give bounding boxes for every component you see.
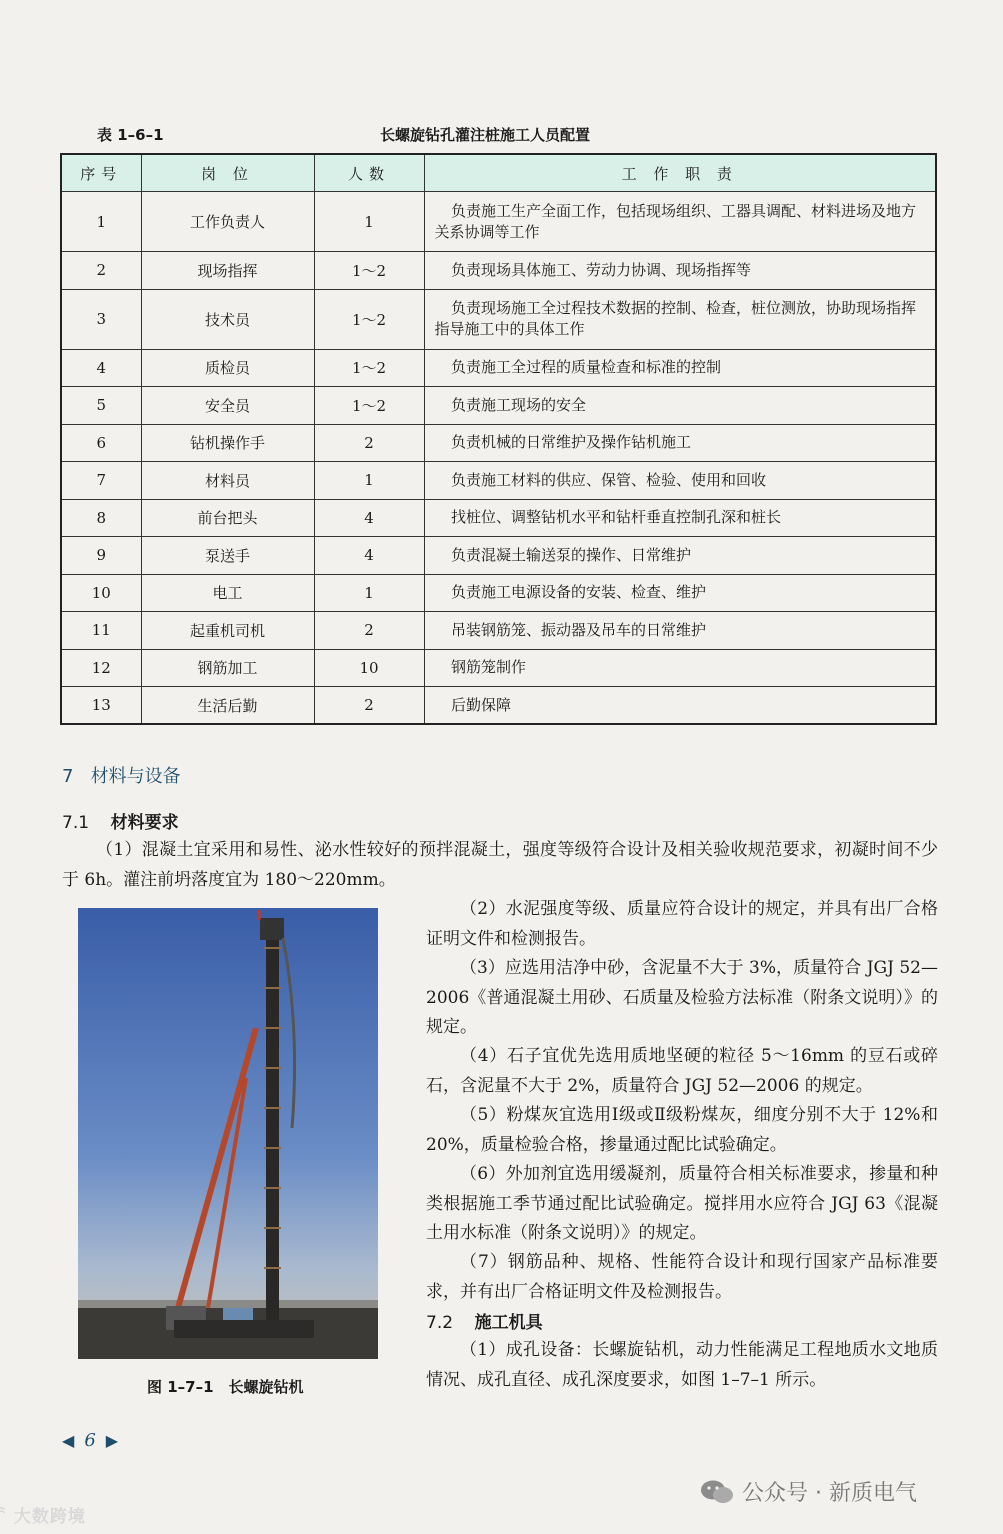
cell-index: 3 xyxy=(61,289,141,349)
watermark-right-text: 公众号 · 新质电气 xyxy=(742,1481,917,1506)
table-row xyxy=(61,462,936,500)
cell-index: 8 xyxy=(61,499,141,537)
cell-headcount: 1 xyxy=(314,574,424,612)
watermark-left-text: 大数跨境 xyxy=(13,1507,86,1527)
cell-duty: 负责现场具体施工、劳动力协调、现场指挥等 xyxy=(424,252,936,290)
header-index: 序号 xyxy=(61,154,141,192)
cell-duty: 负责施工全过程的质量检查和标准的控制 xyxy=(424,349,936,387)
cell-headcount: 1～2 xyxy=(314,252,424,290)
header-position: 岗 位 xyxy=(141,154,314,192)
cell-index: 9 xyxy=(61,537,141,575)
cell-duty: 负责施工材料的供应、保管、检验、使用和回收 xyxy=(424,462,936,500)
cell-duty: 负责现场施工全过程技术数据的控制、检查，桩位测放，协助现场指挥指导施工中的具体工作 xyxy=(424,289,936,349)
cell-headcount: 10 xyxy=(314,649,424,687)
cell-duty: 找桩位、调整钻机水平和钻杆垂直控制孔深和桩长 xyxy=(424,499,936,537)
cell-position: 泵送手 xyxy=(141,537,314,575)
paragraph-cement: （2）水泥强度等级、质量应符合设计的规定，并具有出厂合格证明文件和检测报告。 xyxy=(426,899,938,949)
section-7-2-heading xyxy=(426,1308,543,1333)
table-row xyxy=(61,192,936,252)
table-row xyxy=(61,349,936,387)
cell-index: 6 xyxy=(61,424,141,462)
cell-index: 2 xyxy=(61,252,141,290)
section-7-title: 材料与设备 xyxy=(90,766,181,787)
paragraph-admixture: （6）外加剂宜选用缓凝剂，质量符合相关标准要求，掺量和种类根据施工季节通过配比试验确定。搅拌用水应符合 JGJ 63《混凝土用水标准（附条文说明）》的规定。 xyxy=(426,1164,938,1243)
drilling-rig-photo xyxy=(78,908,378,1359)
table-row xyxy=(61,612,936,650)
cell-position: 工作负责人 xyxy=(141,192,314,252)
table-row xyxy=(61,574,936,612)
header-duty: 工 作 职 责 xyxy=(424,154,936,192)
paragraph-drilling-equipment: （1）成孔设备：长螺旋钻机，动力性能满足工程地质水文地质情况、成孔直径、成孔深度要求，如图 1–7–1 所示。 xyxy=(426,1340,938,1390)
table-row xyxy=(61,537,936,575)
table-row xyxy=(61,649,936,687)
cell-headcount: 1～2 xyxy=(314,289,424,349)
section-7-2-number: 7.2 xyxy=(426,1313,454,1333)
cell-duty: 负责混凝土输送泵的操作、日常维护 xyxy=(424,537,936,575)
cell-index: 5 xyxy=(61,387,141,425)
cell-headcount: 1～2 xyxy=(314,387,424,425)
cell-headcount: 4 xyxy=(314,499,424,537)
cell-headcount: 2 xyxy=(314,687,424,725)
cell-index: 10 xyxy=(61,574,141,612)
paragraph-rebar: （7）钢筋品种、规格、性能符合设计和现行国家产品标准要求，并有出厂合格证明文件及检测报告。 xyxy=(426,1252,938,1302)
cell-headcount: 1 xyxy=(314,192,424,252)
cell-duty: 负责机械的日常维护及操作钻机施工 xyxy=(424,424,936,462)
cell-headcount: 2 xyxy=(314,424,424,462)
cell-index: 13 xyxy=(61,687,141,725)
page-number: 6 xyxy=(84,1430,96,1451)
wechat-icon xyxy=(700,1479,734,1505)
cell-index: 4 xyxy=(61,349,141,387)
cell-position: 钻机操作手 xyxy=(141,424,314,462)
cell-index: 12 xyxy=(61,649,141,687)
paragraph-concrete: （1）混凝土宜采用和易性、泌水性较好的预拌混凝土，强度等级符合设计及相关验收规范要求，初凝时间不少于 6h。灌注前坍落度宜为 180～220mm。 xyxy=(62,840,938,890)
cell-position: 电工 xyxy=(141,574,314,612)
table-row xyxy=(61,252,936,290)
section-7-1-heading xyxy=(62,808,179,833)
cell-duty: 负责施工电源设备的安装、检查、维护 xyxy=(424,574,936,612)
cell-position: 生活后勤 xyxy=(141,687,314,725)
cell-position: 质检员 xyxy=(141,349,314,387)
cell-headcount: 1～2 xyxy=(314,349,424,387)
cell-position: 前台把头 xyxy=(141,499,314,537)
cell-headcount: 4 xyxy=(314,537,424,575)
cell-position: 材料员 xyxy=(141,462,314,500)
table-title: 长螺旋钻孔灌注桩施工人员配置 xyxy=(380,126,591,144)
watermark-left xyxy=(6,1502,86,1531)
page-navigator xyxy=(62,1430,118,1451)
figure-caption: 图 1–7–1 长螺旋钻机 xyxy=(147,1378,304,1396)
table-number: 表 1–6–1 xyxy=(97,126,164,144)
section-7-1-title: 材料要求 xyxy=(110,813,179,833)
cell-index: 7 xyxy=(61,462,141,500)
drilling-rig-icon xyxy=(78,908,378,1359)
cell-headcount: 1 xyxy=(314,462,424,500)
section-7-number: 7 xyxy=(62,766,74,787)
cell-duty: 吊装钢筋笼、振动器及吊车的日常维护 xyxy=(424,612,936,650)
staff-table xyxy=(60,153,937,725)
cell-position: 安全员 xyxy=(141,387,314,425)
cell-position: 起重机司机 xyxy=(141,612,314,650)
paragraph-flyash: （5）粉煤灰宜选用Ⅰ级或Ⅱ级粉煤灰，细度分别不大于 12%和 20%，质量检验合格，掺量通过配比试验确定。 xyxy=(426,1105,938,1155)
watermark-logo-icon: ꩰ xyxy=(6,1507,7,1527)
cell-duty: 负责施工生产全面工作，包括现场组织、工器具调配、材料进场及地方关系协调等工作 xyxy=(424,192,936,252)
table-row xyxy=(61,424,936,462)
table-header-row xyxy=(61,154,936,192)
prev-page-icon[interactable]: ◀ xyxy=(62,1431,75,1450)
table-row xyxy=(61,687,936,725)
cell-duty: 钢筋笼制作 xyxy=(424,649,936,687)
cell-headcount: 2 xyxy=(314,612,424,650)
header-headcount: 人数 xyxy=(314,154,424,192)
table-row xyxy=(61,289,936,349)
cell-index: 1 xyxy=(61,192,141,252)
section-7-1-number: 7.1 xyxy=(62,813,90,833)
cell-duty: 负责施工现场的安全 xyxy=(424,387,936,425)
cell-position: 技术员 xyxy=(141,289,314,349)
watermark-official-account xyxy=(700,1476,917,1507)
paragraph-gravel: （4）石子宜优先选用质地坚硬的粒径 5～16mm 的豆石或碎石，含泥量不大于 2%，质量符合 JGJ 52—2006 的规定。 xyxy=(426,1046,938,1096)
next-page-icon[interactable]: ▶ xyxy=(105,1431,119,1450)
cell-index: 11 xyxy=(61,612,141,650)
table-row xyxy=(61,499,936,537)
section-7-2-title: 施工机具 xyxy=(474,1313,543,1333)
cell-position: 现场指挥 xyxy=(141,252,314,290)
cell-duty: 后勤保障 xyxy=(424,687,936,725)
paragraph-sand: （3）应选用洁净中砂，含泥量不大于 3%，质量符合 JGJ 52—2006《普通混凝土用砂、石质量及检验方法标准（附条文说明）》的规定。 xyxy=(426,958,938,1037)
section-7-heading xyxy=(62,762,181,788)
cell-position: 钢筋加工 xyxy=(141,649,314,687)
table-row xyxy=(61,387,936,425)
